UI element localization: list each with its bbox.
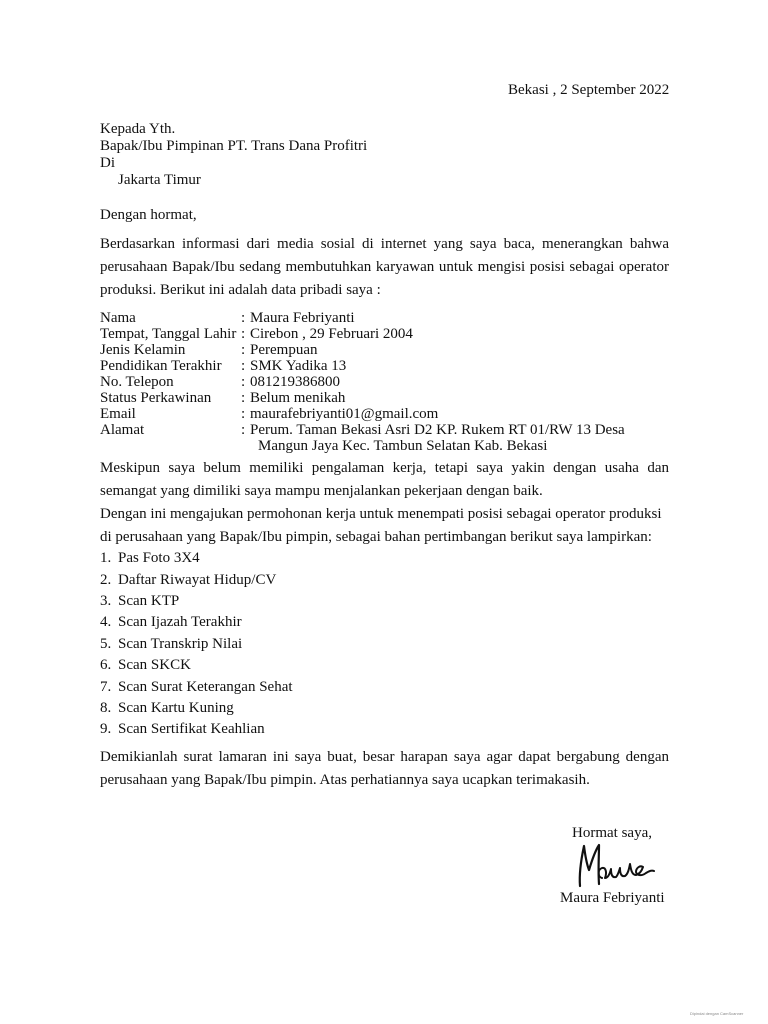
data-label: Pendidikan Terakhir	[100, 358, 222, 374]
list-text: Scan Ijazah Terakhir	[118, 614, 242, 630]
data-colon: :	[241, 390, 246, 406]
application-line-1: Dengan ini mengajukan permohonan kerja untuk menempati posisi sebagai operator produksi	[100, 506, 662, 522]
list-number: 5.	[100, 636, 112, 652]
list-number: 6.	[100, 657, 112, 673]
data-value: Maura Febriyanti	[250, 310, 355, 326]
data-label: Jenis Kelamin	[100, 342, 186, 358]
data-colon: :	[241, 342, 246, 358]
signer-name: Maura Febriyanti	[560, 890, 665, 906]
data-value: maurafebriyanti01@gmail.com	[250, 406, 439, 422]
date-line: Bekasi , 2 September 2022	[508, 82, 670, 98]
experience-line-2: semangat yang dimiliki saya mampu menjalankan pekerjaan dengan baik.	[100, 483, 543, 499]
application-paragraph	[100, 503, 669, 549]
data-label: Tempat, Tanggal Lahir	[100, 326, 237, 342]
data-value: Perum. Taman Bekasi Asri D2 KP. Rukem RT 01/RW 13 Desa	[250, 422, 625, 438]
intro-line-3: produksi. Berikut ini adalah data pribadi saya :	[100, 282, 381, 298]
recipient-line-1: Kepada Yth.	[100, 121, 176, 137]
regards-text: Hormat saya,	[572, 825, 652, 841]
list-text: Pas Foto 3X4	[118, 550, 200, 566]
signature-image	[570, 840, 660, 892]
closing-line-2: perusahaan yang Bapak/Ibu pimpin. Atas perhatiannya saya ucapkan terimakasih.	[100, 772, 590, 788]
list-text: Scan Surat Keterangan Sehat	[118, 679, 293, 695]
data-label: Email	[100, 406, 136, 422]
data-colon: :	[241, 326, 246, 342]
list-number: 8.	[100, 700, 112, 716]
scanner-watermark: Dipindai dengan CamScanner	[690, 1011, 744, 1016]
data-label: No. Telepon	[100, 374, 174, 390]
data-colon: :	[241, 406, 246, 422]
data-colon: :	[241, 358, 246, 374]
data-value: SMK Yadika 13	[250, 358, 347, 374]
data-colon: :	[241, 310, 246, 326]
data-label: Nama	[100, 310, 136, 326]
list-number: 2.	[100, 572, 112, 588]
data-value: Cirebon , 29 Februari 2004	[250, 326, 413, 342]
list-text: Daftar Riwayat Hidup/CV	[118, 572, 277, 588]
data-label: Status Perkawinan	[100, 390, 212, 406]
list-number: 7.	[100, 679, 112, 695]
list-text: Scan SKCK	[118, 657, 191, 673]
list-number: 3.	[100, 593, 112, 609]
intro-line-2: perusahaan Bapak/Ibu sedang membutuhkan karyawan untuk mengisi posisi sebagai operator	[100, 259, 669, 275]
list-number: 9.	[100, 721, 112, 737]
data-value: Perempuan	[250, 342, 318, 358]
experience-paragraph	[100, 457, 669, 503]
data-colon: :	[241, 374, 246, 390]
data-value: 081219386800	[250, 374, 340, 390]
list-text: Scan KTP	[118, 593, 180, 609]
list-text: Scan Transkrip Nilai	[118, 636, 243, 652]
intro-line-1: Berdasarkan informasi dari media sosial di internet yang saya baca, menerangkan bahwa	[100, 236, 669, 252]
list-number: 4.	[100, 614, 112, 630]
list-number: 1.	[100, 550, 112, 566]
list-text: Scan Sertifikat Keahlian	[118, 721, 265, 737]
recipient-line-3: Di	[100, 155, 115, 171]
data-label: Alamat	[100, 422, 145, 438]
data-colon: :	[241, 422, 246, 438]
application-line-2: di perusahaan yang Bapak/Ibu pimpin, sebagai bahan pertimbangan berikut saya lampirkan:	[100, 529, 652, 545]
experience-line-1: Meskipun saya belum memiliki pengalaman kerja, tetapi saya yakin dengan usaha dan	[100, 460, 669, 476]
salutation: Dengan hormat,	[100, 207, 197, 223]
recipient-line-4: Jakarta Timur	[118, 172, 201, 188]
recipient-line-2: Bapak/Ibu Pimpinan PT. Trans Dana Profitri	[100, 138, 368, 154]
closing-line-1: Demikianlah surat lamaran ini saya buat, besar harapan saya agar dapat bergabung dengan	[100, 749, 669, 765]
closing-paragraph	[100, 746, 669, 792]
intro-paragraph	[100, 233, 669, 302]
data-value: Belum menikah	[250, 390, 346, 406]
data-value-address-line-2: Mangun Jaya Kec. Tambun Selatan Kab. Bekasi	[258, 438, 548, 454]
list-text: Scan Kartu Kuning	[118, 700, 234, 716]
